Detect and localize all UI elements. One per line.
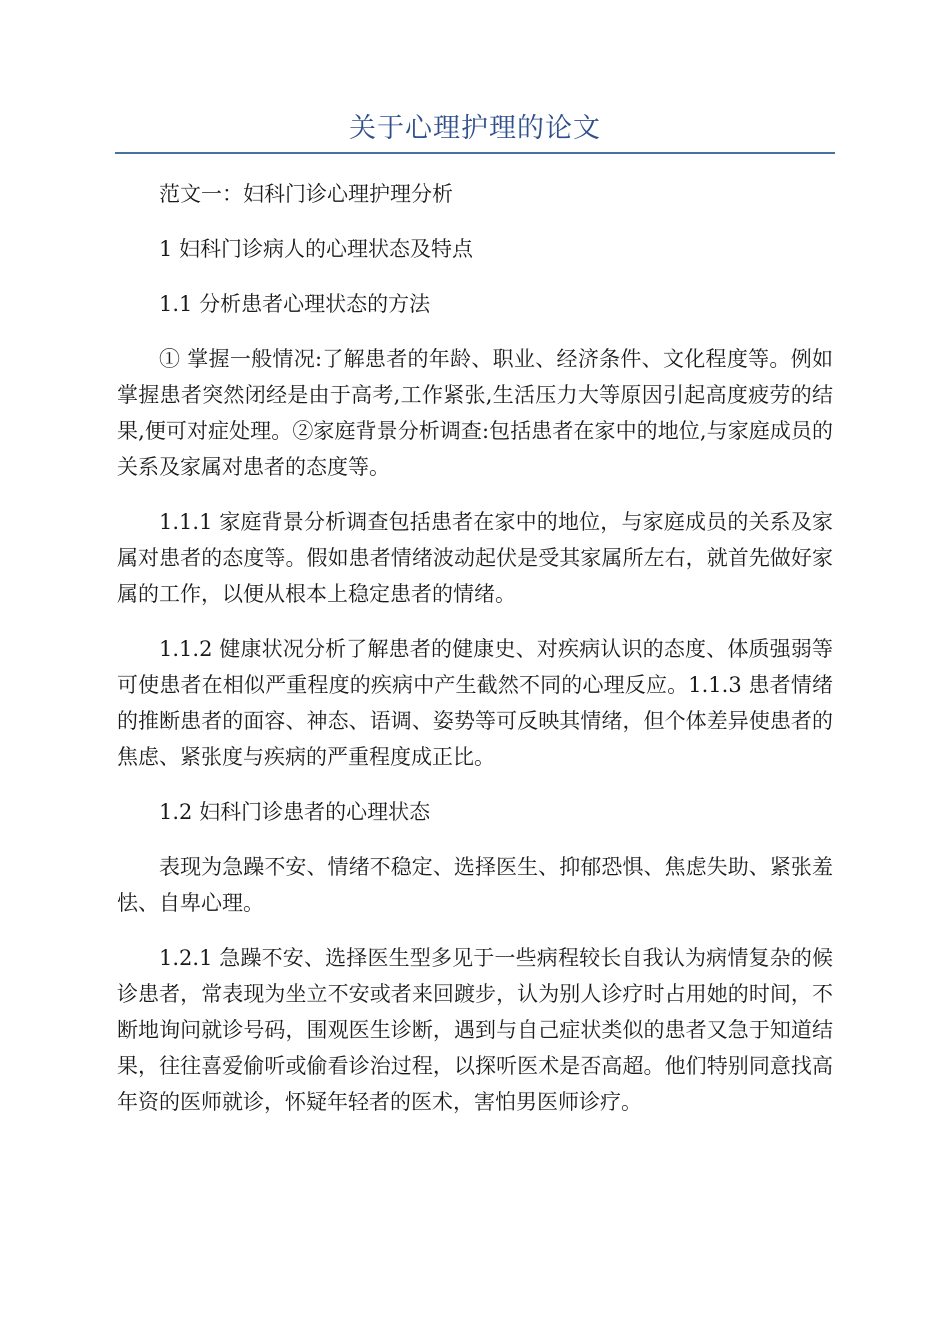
paragraph-section-1-1-1: 1.1.1 家庭背景分析调查包括患者在家中的地位，与家庭成员的关系及家属对患者的态度等。假如患者情绪波动起伏是受其家属所左右，就首先做好家属的工作，以便从根本上稳定患者的情绪。 (117, 510, 833, 606)
paragraph-heading-section-1-1: 1.1 分析患者心理状态的方法 (159, 292, 431, 316)
paragraph-symptoms-summary: 表现为急躁不安、情绪不稳定、选择医生、抑郁恐惧、焦虑失助、紧张羞怯、自卑心理。 (117, 855, 833, 915)
paragraph-heading-sample-one: 范文一：妇科门诊心理护理分析 (159, 182, 453, 206)
document-title: 关于心理护理的论文 (349, 113, 601, 144)
document-body (117, 176, 833, 1139)
paragraph-heading-section-1-2: 1.2 妇科门诊患者的心理状态 (159, 800, 431, 824)
paragraph-heading-section-1: 1 妇科门诊病人的心理状态及特点 (159, 237, 474, 261)
title-underline (115, 152, 835, 154)
paragraph-section-1-1-2: 1.1.2 健康状况分析了解患者的健康史、对疾病认识的态度、体质强弱等可使患者在相似严重程度的疾病中产生截然不同的心理反应。1.1.3 患者情绪的推断患者的面容、神态、语调、姿势等可反映其情绪，但个体差异使患者的焦虑、紧张度与疾病的严重程度成正比。 (117, 637, 833, 769)
paragraph-section-1-2-1: 1.2.1 急躁不安、选择医生型多见于一些病程较长自我认为病情复杂的候诊患者，常表现为坐立不安或者来回踱步，认为别人诊疗时占用她的时间，不断地询问就诊号码，围观医生诊断，遇到与自己症状类似的患者又急于知道结果，往往喜爱偷听或偷看诊治过程，以探听医术是否高超。他们特别同意找高年资的医师就诊，怀疑年轻者的医术，害怕男医师诊疗。 (117, 946, 833, 1114)
paragraph-general-situation: ① 掌握一般情况:了解患者的年龄、职业、经济条件、文化程度等。例如掌握患者突然闭经是由于高考,工作紧张,生活压力大等原因引起高度疲劳的结果,便可对症处理。②家庭背景分析调查:包括患者在家中的地位,与家庭成员的关系及家属对患者的态度等。 (117, 347, 833, 479)
